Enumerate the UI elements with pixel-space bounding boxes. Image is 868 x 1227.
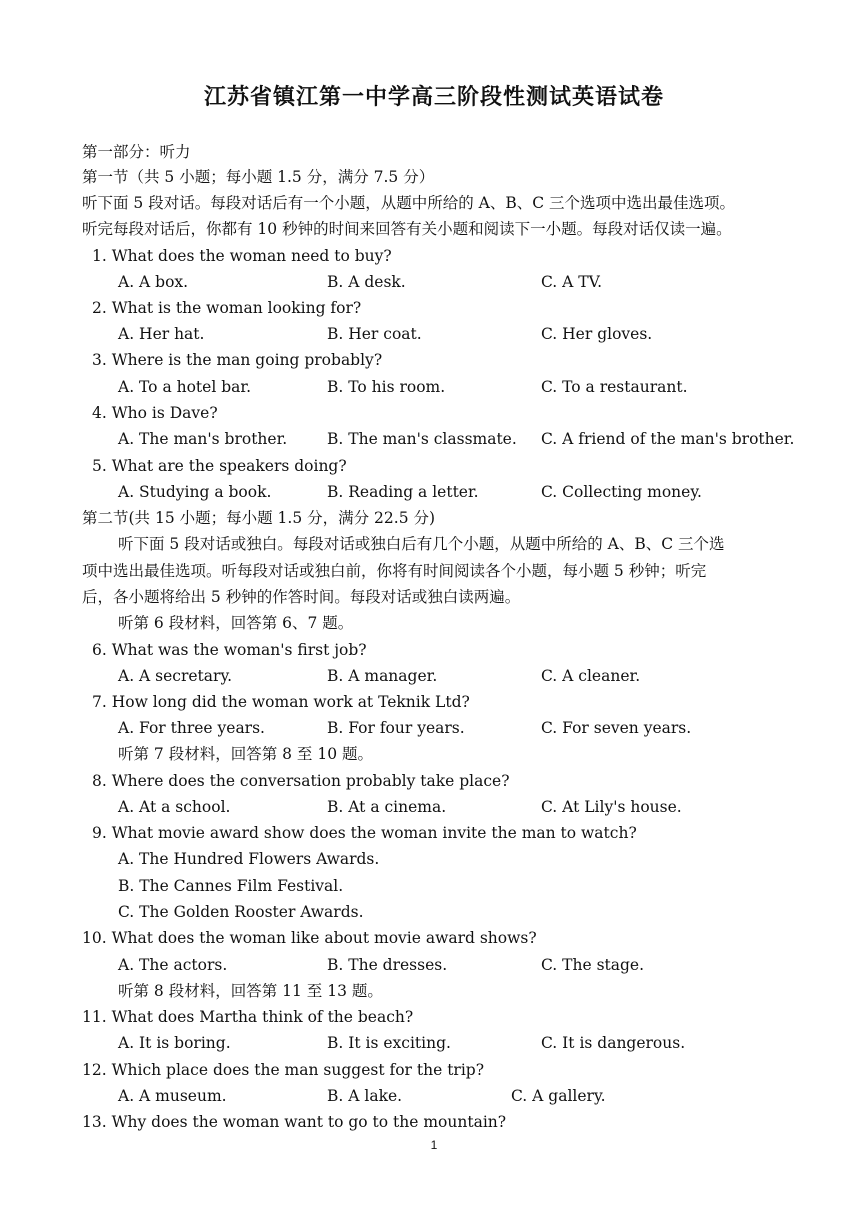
question-6: 6. What was the woman's first job? bbox=[92, 641, 367, 659]
option-a: A. The Hundred Flowers Awards. bbox=[118, 850, 380, 868]
option-b: B. It is exciting. bbox=[327, 1034, 451, 1052]
question-12: 12. Which place does the man suggest for the trip? bbox=[82, 1061, 485, 1079]
question-8: 8. Where does the conversation probably take place? bbox=[92, 772, 510, 790]
question-4: 4. Who is Dave? bbox=[92, 404, 218, 422]
option-a: A. For three years. bbox=[118, 719, 265, 737]
material-note: 听第 6 段材料，回答第 6、7 题。 bbox=[118, 614, 354, 632]
section1-instruction: 听下面 5 段对话。每段对话后有一个小题，从题中所给的 A、B、C 三个选项中选出最佳选项。 bbox=[82, 194, 736, 212]
option-b: B. The dresses. bbox=[327, 956, 448, 974]
question-10: 10. What does the woman like about movie award shows? bbox=[82, 929, 537, 947]
option-b: B. For four years. bbox=[327, 719, 465, 737]
option-a: A. The man's brother. bbox=[118, 430, 288, 448]
question-11: 11. What does Martha think of the beach? bbox=[82, 1008, 414, 1026]
option-a: A. A box. bbox=[118, 273, 189, 291]
question-5: 5. What are the speakers doing? bbox=[92, 457, 347, 475]
material-note: 听第 8 段材料，回答第 11 至 13 题。 bbox=[118, 982, 383, 1000]
option-c: C. Collecting money. bbox=[541, 483, 702, 501]
option-b: B. A manager. bbox=[327, 667, 438, 685]
option-b: B. Reading a letter. bbox=[327, 483, 479, 501]
option-a: A. Her hat. bbox=[118, 325, 205, 343]
option-c: C. At Lily's house. bbox=[541, 798, 682, 816]
page-title: 江苏省镇江第一中学高三阶段性测试英语试卷 bbox=[203, 85, 664, 110]
option-c: C. The Golden Rooster Awards. bbox=[118, 903, 364, 921]
option-b: B. The Cannes Film Festival. bbox=[118, 877, 344, 895]
option-a: A. At a school. bbox=[118, 798, 231, 816]
section2-instruction: 听下面 5 段对话或独白。每段对话或独白后有几个小题，从题中所给的 A、B、C 三个选 bbox=[118, 535, 725, 553]
option-b: B. To his room. bbox=[327, 378, 446, 396]
section2-instruction: 项中选出最佳选项。听每段对话或独白前，你将有时间阅读各个小题，每小题 5 秒钟；听完 bbox=[82, 562, 707, 580]
option-a: A. To a hotel bar. bbox=[118, 378, 252, 396]
option-b: B. Her coat. bbox=[327, 325, 422, 343]
option-b: B. A desk. bbox=[327, 273, 406, 291]
question-2: 2. What is the woman looking for? bbox=[92, 299, 362, 317]
option-c: C. The stage. bbox=[541, 956, 645, 974]
option-c: C. A friend of the man's brother. bbox=[541, 430, 795, 448]
option-c: C. Her gloves. bbox=[541, 325, 653, 343]
option-b: B. The man's classmate. bbox=[327, 430, 517, 448]
section2-heading: 第二节(共 15 小题；每小题 1.5 分，满分 22.5 分) bbox=[82, 509, 436, 527]
part-heading: 第一部分：听力 bbox=[82, 143, 191, 161]
question-1: 1. What does the woman need to buy? bbox=[92, 247, 392, 265]
option-a: A. The actors. bbox=[118, 956, 228, 974]
option-c: C. A gallery. bbox=[511, 1087, 606, 1105]
option-b: B. At a cinema. bbox=[327, 798, 447, 816]
section1-heading: 第一节（共 5 小题；每小题 1.5 分，满分 7.5 分） bbox=[82, 168, 435, 186]
section2-instruction: 后，各小题将给出 5 秒钟的作答时间。每段对话或独白读两遍。 bbox=[82, 588, 521, 606]
question-7: 7. How long did the woman work at Teknik Ltd? bbox=[92, 693, 470, 711]
option-c: C. It is dangerous. bbox=[541, 1034, 686, 1052]
option-c: C. A cleaner. bbox=[541, 667, 641, 685]
option-a: A. Studying a book. bbox=[118, 483, 272, 501]
option-a: A. It is boring. bbox=[118, 1034, 231, 1052]
question-13: 13. Why does the woman want to go to the mountain? bbox=[82, 1113, 507, 1131]
option-c: C. A TV. bbox=[541, 273, 603, 291]
section1-instruction: 听完每段对话后，你都有 10 秒钟的时间来回答有关小题和阅读下一小题。每段对话仅读一遍。 bbox=[82, 220, 732, 238]
option-a: A. A secretary. bbox=[118, 667, 233, 685]
material-note: 听第 7 段材料，回答第 8 至 10 题。 bbox=[118, 745, 374, 763]
option-c: C. To a restaurant. bbox=[541, 378, 688, 396]
option-c: C. For seven years. bbox=[541, 719, 692, 737]
option-a: A. A museum. bbox=[118, 1087, 227, 1105]
question-3: 3. Where is the man going probably? bbox=[92, 351, 383, 369]
question-9: 9. What movie award show does the woman invite the man to watch? bbox=[92, 824, 637, 842]
page-number: 1 bbox=[430, 1138, 438, 1152]
option-b: B. A lake. bbox=[327, 1087, 403, 1105]
